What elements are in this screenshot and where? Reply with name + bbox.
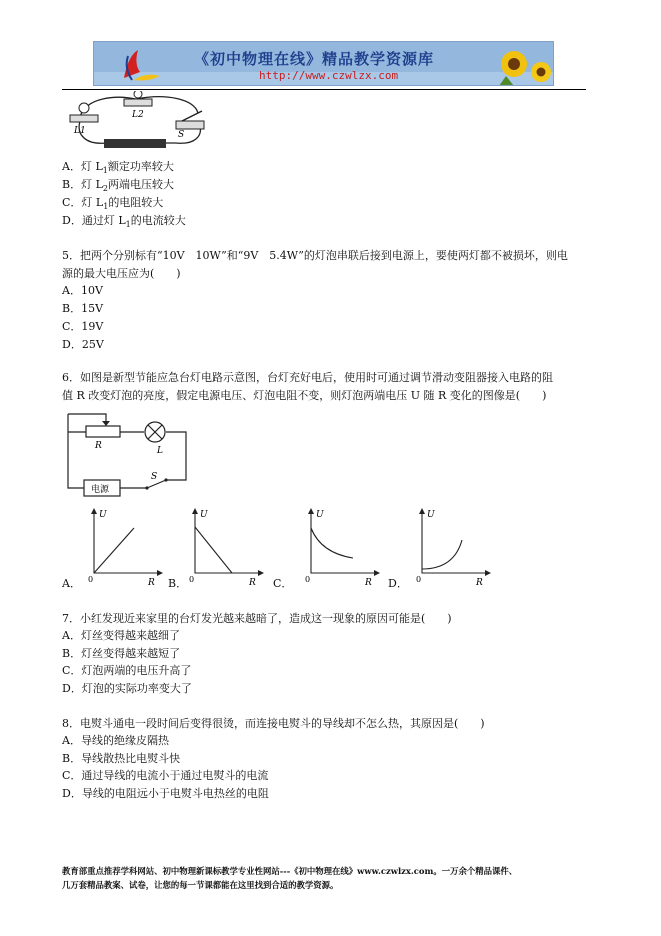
q6-graph-c-curve [311,528,353,558]
q7-option-a: A．灯丝变得越来越细了 [62,629,180,642]
circuit-label-source: 电源 [91,485,110,495]
q6-graph-b-r-label: R [249,578,256,588]
q6-graph-c-origin: 0 [305,575,311,584]
q6-graph-a-u-label: U [99,510,107,520]
q5-option-c: C．19V [62,320,104,333]
q6-graph-c-r-label: R [365,578,372,588]
q6-graph-options [62,505,502,590]
circuit-label-l: L [157,446,163,456]
q6-graph-d-u-label: U [427,510,435,520]
q7-stem: 7．小红发现近来家里的台灯发光越来越暗了，造成这一现象的原因可能是( ) [62,612,452,625]
q5-option-a: A．10V [62,284,103,297]
q6-stem-line1: 6．如图是新型节能应急台灯电路示意图，台灯充好电后，使用时可通过调节滑动变阻器接入电路的阻 [62,371,553,384]
q8-option-c: C．通过导线的电流小于通过电熨斗的电流 [62,769,269,782]
q4-option-d: D．通过灯 $L_1$的电流较大 [62,214,186,230]
q7-option-b: B．灯丝变得越来越短了 [62,647,181,660]
q6-graph-a-origin: 0 [88,575,94,584]
rheostat-symbol [86,426,120,437]
q6-graph-b [189,505,269,590]
q5-option-b: B．15V [62,302,104,315]
header-banner [93,41,554,86]
q6-graph-d [416,505,496,590]
footer-line2: 几万套精品教案、试卷，让您的每一节课都能在这里找到合适的教学资源。 [62,880,339,890]
q8-option-a: A．导线的绝缘皮隔热 [62,734,169,747]
q8-option-d: D．导线的电阻远小于电熨斗电热丝的电阻 [62,787,269,800]
q6-graph-a [88,505,168,590]
circuit-label-r: R [95,441,102,451]
q6-graph-c-u-label: U [316,510,324,520]
q4-option-b: B．灯 $L_2$两端电压较大 [62,178,174,194]
q6-graph-c [305,505,385,590]
q8-stem: 8．电熨斗通电一段时间后变得很烫，而连接电熨斗的导线却不怎么热，其原因是( ) [62,717,485,730]
q5-option-d: D．25V [62,338,104,351]
q4-fig-label-l1: L1 [74,126,86,136]
header-rule [62,89,586,90]
q6-stem-line2: 值 R 改变灯泡的亮度，假定电源电压、灯泡电阻不变，则灯泡两端电压 U 随 R 变化的图像是( ) [62,389,547,402]
q6-graph-b-u-label: U [200,510,208,520]
footer-line1: 教育部重点推荐学科网站、初中物理新课标教学专业性网站---《初中物理在线》www.czwlzx.com。一万余个精品课件、 [62,866,518,876]
q4-fig-label-l2: L2 [132,110,144,120]
q5-stem-line2: 源的最大电压应为( ) [62,267,181,280]
q8-option-b: B．导线散热比电熨斗快 [62,752,181,765]
q4-fig-label-s: S [178,130,185,140]
q6-graph-b-origin: 0 [189,575,195,584]
q7-option-d: D．灯泡的实际功率变大了 [62,682,192,695]
q5-stem-line1: 5．把两个分别标有“10V 10W”和“9V 5.4W”的灯泡串联后接到电源上，要使两灯都不被损坏，则电 [62,249,568,262]
q6-graph-a-r-label: R [148,578,155,588]
banner-url[interactable]: http://www.czwlzx.com [259,69,399,82]
q6-graph-d-curve [422,540,462,569]
q6-graph-option-b: B． [168,577,188,590]
q6-graph-a-curve [94,528,134,573]
q6-graph-option-d: D． [388,577,408,590]
q6-graph-d-r-label: R [476,578,483,588]
q6-graph-d-origin: 0 [416,575,422,584]
q6-graph-option-c: C． [273,577,293,590]
q4-circuit-figure [66,91,216,149]
banner-title: 《初中物理在线》精品教学资源库 [194,50,435,68]
q4-option-a: A．灯 $L_1$额定功率较大 [62,160,174,176]
q4-option-c: C．灯 $L_1$的电阻较大 [62,196,164,212]
circuit-label-s: S [151,472,158,482]
q6-circuit-diagram [62,410,192,500]
q6-graph-b-curve [195,527,232,573]
q7-option-c: C．灯泡两端的电压升高了 [62,664,192,677]
q6-graph-option-a: A． [62,577,81,590]
